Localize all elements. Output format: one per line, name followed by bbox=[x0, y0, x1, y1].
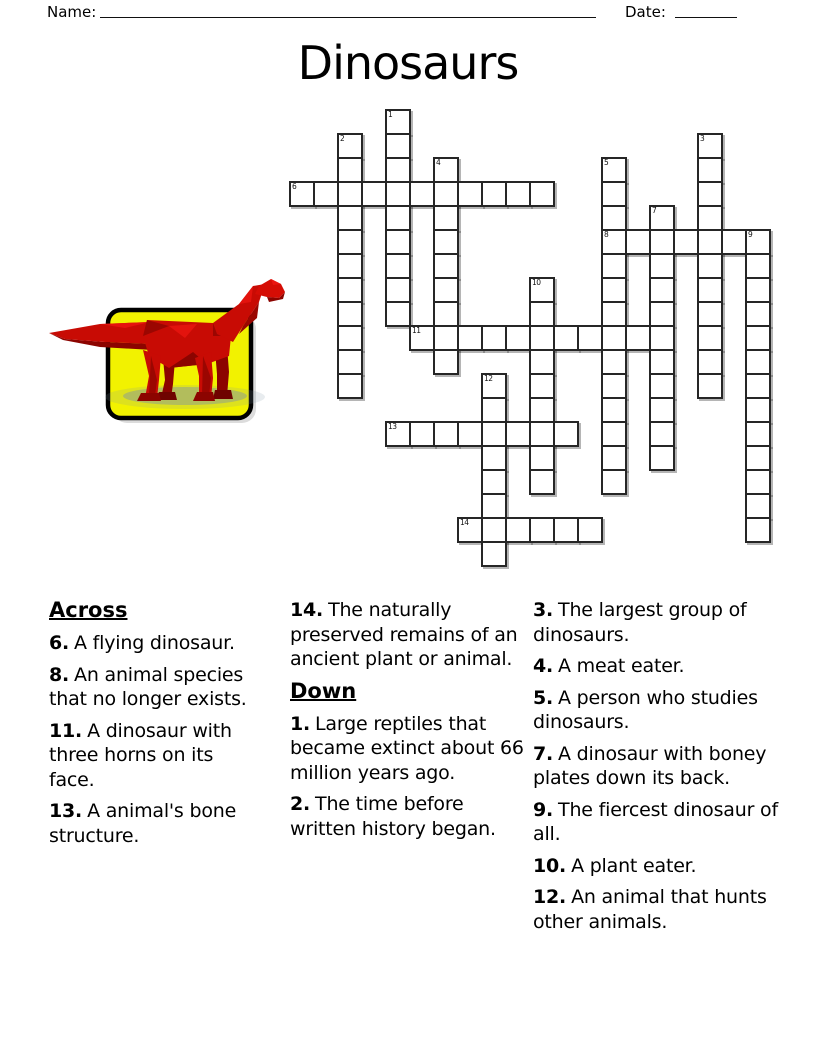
clue-item: 12. An animal that hunts other animals. bbox=[533, 886, 767, 933]
crossword-cell[interactable] bbox=[529, 373, 555, 399]
crossword-cell[interactable] bbox=[361, 181, 387, 207]
crossword-cell[interactable] bbox=[601, 325, 627, 351]
crossword-grid bbox=[289, 109, 771, 567]
grid-clue-number: 14 bbox=[460, 518, 469, 527]
crossword-cell[interactable] bbox=[481, 325, 507, 351]
crossword-cell[interactable] bbox=[529, 517, 555, 543]
crossword-cell[interactable] bbox=[505, 181, 531, 207]
name-label: Name: bbox=[47, 3, 97, 21]
crossword-cell[interactable] bbox=[697, 181, 723, 207]
crossword-cell[interactable] bbox=[649, 301, 675, 327]
crossword-cell[interactable] bbox=[649, 253, 675, 279]
crossword-cell[interactable] bbox=[337, 157, 363, 183]
clue-number: 3. bbox=[533, 599, 554, 621]
crossword-cell[interactable] bbox=[481, 517, 507, 543]
grid-clue-number: 13 bbox=[388, 422, 397, 431]
crossword-cell[interactable] bbox=[601, 469, 627, 495]
crossword-cell[interactable] bbox=[601, 277, 627, 303]
grid-clue-number: 11 bbox=[412, 326, 421, 335]
crossword-cell[interactable] bbox=[529, 181, 555, 207]
crossword-cell[interactable] bbox=[553, 517, 579, 543]
crossword-cell[interactable] bbox=[697, 253, 723, 279]
crossword-cell[interactable] bbox=[337, 205, 363, 231]
crossword-cell[interactable] bbox=[601, 397, 627, 423]
crossword-cell[interactable] bbox=[529, 325, 555, 351]
crossword-cell[interactable] bbox=[625, 229, 651, 255]
clue-item: 6. A flying dinosaur. bbox=[49, 632, 235, 654]
clue-number: 10. bbox=[533, 854, 567, 877]
crossword-cell[interactable] bbox=[649, 421, 675, 447]
crossword-cell[interactable] bbox=[337, 277, 363, 303]
crossword-cell[interactable] bbox=[337, 349, 363, 375]
crossword-cell[interactable] bbox=[697, 229, 723, 255]
crossword-cell[interactable] bbox=[649, 445, 675, 471]
date-label: Date: bbox=[625, 3, 666, 21]
clue-item: 7. A dinosaur with boney plates down its back. bbox=[533, 742, 767, 789]
crossword-cell[interactable] bbox=[697, 277, 723, 303]
crossword-cell[interactable] bbox=[697, 373, 723, 399]
crossword-cell[interactable] bbox=[457, 325, 483, 351]
grid-clue-number: 5 bbox=[604, 158, 609, 167]
clue-number: 8. bbox=[49, 663, 70, 686]
crossword-cell[interactable] bbox=[745, 445, 771, 471]
clue-number: 13. bbox=[49, 800, 83, 822]
crossword-cell[interactable] bbox=[385, 181, 411, 207]
crossword-cell[interactable] bbox=[601, 349, 627, 375]
crossword-cell[interactable] bbox=[697, 157, 723, 183]
crossword-cell[interactable] bbox=[745, 469, 771, 495]
clue-item: 1. Large reptiles that became extinct about 66 million years ago. bbox=[290, 712, 524, 784]
crossword-cell[interactable] bbox=[697, 205, 723, 231]
crossword-cell[interactable] bbox=[433, 325, 459, 351]
crossword-cell[interactable] bbox=[601, 373, 627, 399]
crossword-cell[interactable] bbox=[433, 205, 459, 231]
crossword-cell[interactable] bbox=[337, 253, 363, 279]
crossword-cell[interactable] bbox=[433, 421, 459, 447]
crossword-cell[interactable] bbox=[385, 253, 411, 279]
clue-item: 13. A animal's bone structure. bbox=[49, 800, 237, 847]
crossword-cell[interactable] bbox=[745, 397, 771, 423]
crossword-cell[interactable] bbox=[625, 325, 651, 351]
clue-item: 11. A dinosaur with three horns on its face. bbox=[49, 719, 232, 791]
crossword-cell[interactable] bbox=[337, 373, 363, 399]
clues-column-1 bbox=[49, 598, 257, 855]
crossword-cell[interactable] bbox=[337, 325, 363, 351]
crossword-cell[interactable] bbox=[529, 397, 555, 423]
clues-section-heading: Across bbox=[49, 598, 128, 622]
crossword-cell[interactable] bbox=[745, 277, 771, 303]
crossword-cell[interactable] bbox=[385, 133, 411, 159]
grid-clue-number: 2 bbox=[340, 134, 345, 143]
crossword-cell[interactable] bbox=[385, 205, 411, 231]
clue-number: 5. bbox=[533, 686, 554, 709]
name-input-line[interactable] bbox=[100, 1, 596, 18]
crossword-cell[interactable] bbox=[745, 517, 771, 543]
grid-clue-number: 12 bbox=[484, 374, 493, 383]
crossword-cell[interactable] bbox=[649, 397, 675, 423]
crossword-cell[interactable] bbox=[337, 181, 363, 207]
dinosaur-illustration bbox=[45, 276, 290, 426]
date-input-line[interactable] bbox=[675, 1, 737, 18]
grid-clue-number: 7 bbox=[652, 206, 657, 215]
grid-clue-number: 3 bbox=[700, 134, 705, 143]
crossword-cell[interactable] bbox=[433, 349, 459, 375]
crossword-cell[interactable] bbox=[385, 157, 411, 183]
crossword-cell[interactable] bbox=[433, 229, 459, 255]
crossword-cell[interactable] bbox=[433, 181, 459, 207]
clues-column-2 bbox=[290, 598, 528, 848]
crossword-cell[interactable] bbox=[529, 469, 555, 495]
crossword-cell[interactable] bbox=[697, 301, 723, 327]
clues-column-3 bbox=[533, 598, 785, 941]
crossword-cell[interactable] bbox=[745, 493, 771, 519]
clue-number: 12. bbox=[533, 886, 567, 908]
crossword-cell[interactable] bbox=[649, 373, 675, 399]
crossword-cell[interactable] bbox=[745, 253, 771, 279]
grid-clue-number: 1 bbox=[388, 110, 393, 119]
grid-clue-number: 9 bbox=[748, 230, 753, 239]
grid-clue-number: 10 bbox=[532, 278, 541, 287]
crossword-cell[interactable] bbox=[529, 445, 555, 471]
crossword-cell[interactable] bbox=[481, 493, 507, 519]
crossword-cell[interactable] bbox=[601, 253, 627, 279]
clue-number: 14. bbox=[290, 599, 324, 621]
clue-item: 9. The fiercest dinosaur of all. bbox=[533, 798, 778, 845]
clue-number: 2. bbox=[290, 793, 311, 815]
clue-item: 10. A plant eater. bbox=[533, 854, 697, 877]
clue-number: 1. bbox=[290, 712, 311, 735]
crossword-cell[interactable] bbox=[649, 325, 675, 351]
crossword-cell[interactable] bbox=[529, 301, 555, 327]
crossword-cell[interactable] bbox=[385, 301, 411, 327]
crossword-cell[interactable] bbox=[601, 445, 627, 471]
crossword-cell[interactable] bbox=[745, 349, 771, 375]
crossword-cell[interactable] bbox=[745, 421, 771, 447]
crossword-cell[interactable] bbox=[601, 421, 627, 447]
crossword-cell[interactable] bbox=[409, 421, 435, 447]
crossword-cell[interactable] bbox=[697, 349, 723, 375]
crossword-cell[interactable] bbox=[481, 469, 507, 495]
crossword-cell[interactable] bbox=[697, 325, 723, 351]
crossword-cell[interactable] bbox=[673, 229, 699, 255]
clue-item: 8. An animal species that no longer exists. bbox=[49, 663, 247, 710]
crossword-cell[interactable] bbox=[433, 253, 459, 279]
crossword-cell[interactable] bbox=[577, 517, 603, 543]
crossword-cell[interactable] bbox=[481, 445, 507, 471]
crossword-cell[interactable] bbox=[385, 277, 411, 303]
sauropod-dinosaur-icon bbox=[45, 276, 290, 426]
crossword-cell[interactable] bbox=[601, 301, 627, 327]
clue-number: 6. bbox=[49, 632, 70, 654]
crossword-cell[interactable] bbox=[649, 277, 675, 303]
crossword-cell[interactable] bbox=[481, 397, 507, 423]
clues-section-heading: Down bbox=[290, 678, 357, 703]
clue-number: 9. bbox=[533, 798, 554, 821]
crossword-cell[interactable] bbox=[481, 541, 507, 567]
crossword-cell[interactable] bbox=[385, 229, 411, 255]
grid-clue-number: 4 bbox=[436, 158, 441, 167]
crossword-cell[interactable] bbox=[505, 421, 531, 447]
crossword-cell[interactable] bbox=[601, 181, 627, 207]
crossword-cell[interactable] bbox=[649, 229, 675, 255]
page-title: Dinosaurs bbox=[297, 36, 519, 90]
grid-clue-number: 8 bbox=[604, 230, 609, 239]
crossword-cell[interactable] bbox=[313, 181, 339, 207]
crossword-cell[interactable] bbox=[529, 349, 555, 375]
crossword-cell[interactable] bbox=[433, 301, 459, 327]
clue-item: 5. A person who studies dinosaurs. bbox=[533, 686, 758, 733]
crossword-cell[interactable] bbox=[481, 181, 507, 207]
crossword-cell[interactable] bbox=[337, 229, 363, 255]
clue-item: 14. The naturally preserved remains of an ancient plant or animal. bbox=[290, 599, 518, 670]
crossword-cell[interactable] bbox=[649, 349, 675, 375]
crossword-cell[interactable] bbox=[577, 325, 603, 351]
crossword-cell[interactable] bbox=[457, 421, 483, 447]
crossword-cell[interactable] bbox=[553, 325, 579, 351]
clue-item: 4. A meat eater. bbox=[533, 655, 685, 677]
crossword-cell[interactable] bbox=[529, 421, 555, 447]
clue-item: 2. The time before written history began. bbox=[290, 793, 496, 840]
crossword-cell[interactable] bbox=[721, 229, 747, 255]
crossword-cell[interactable] bbox=[601, 205, 627, 231]
crossword-cell[interactable] bbox=[553, 421, 579, 447]
crossword-cell[interactable] bbox=[505, 517, 531, 543]
crossword-cell[interactable] bbox=[745, 373, 771, 399]
crossword-cell[interactable] bbox=[409, 181, 435, 207]
crossword-cell[interactable] bbox=[433, 277, 459, 303]
clue-item: 3. The largest group of dinosaurs. bbox=[533, 599, 747, 646]
clue-number: 4. bbox=[533, 655, 554, 677]
crossword-cell[interactable] bbox=[745, 301, 771, 327]
crossword-cell[interactable] bbox=[745, 325, 771, 351]
crossword-cell[interactable] bbox=[505, 325, 531, 351]
crossword-cell[interactable] bbox=[337, 301, 363, 327]
crossword-cell[interactable] bbox=[481, 421, 507, 447]
grid-clue-number: 6 bbox=[292, 182, 297, 191]
clue-number: 11. bbox=[49, 719, 83, 742]
crossword-cell[interactable] bbox=[457, 181, 483, 207]
clue-number: 7. bbox=[533, 742, 554, 765]
